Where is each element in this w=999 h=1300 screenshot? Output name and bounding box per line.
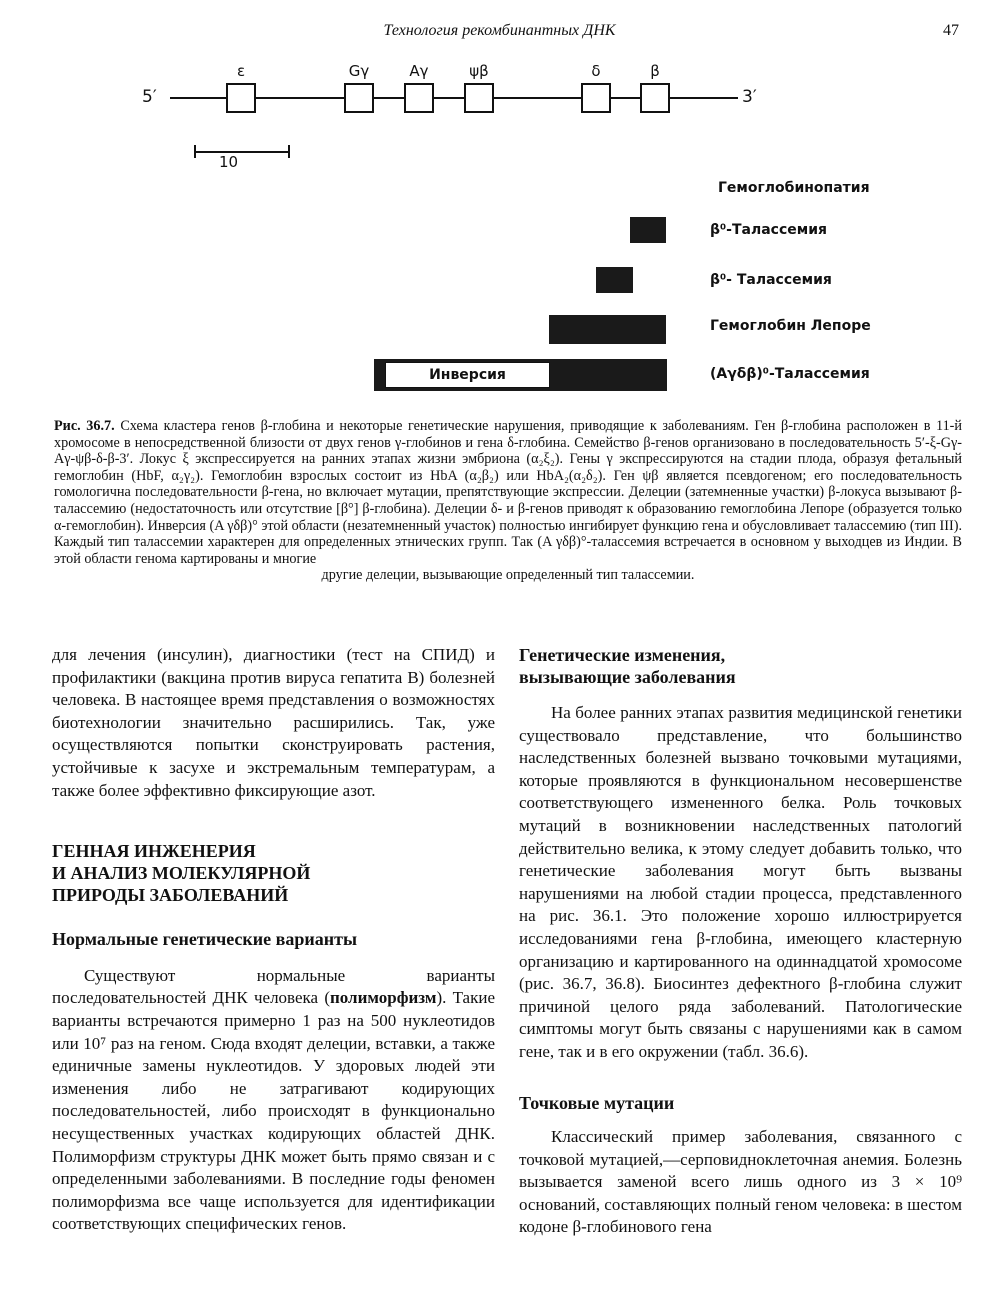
gene-box-delta: [581, 83, 611, 113]
three-prime-label: 3′: [742, 87, 757, 107]
gene-label-delta: δ: [591, 62, 601, 80]
scale-bar-tick-left: [194, 145, 196, 158]
point-mutations-heading: Точковые мутации: [519, 1092, 675, 1113]
p2-bold-term: полиморфизм: [329, 988, 437, 1008]
gene-label-beta: β: [650, 62, 660, 80]
deletion-label-2: β⁰- Талассемия: [710, 272, 832, 288]
gene-box-epsilon: [226, 83, 256, 113]
right-heading: [519, 644, 962, 688]
left-column: [52, 644, 495, 1236]
scale-bar-tick-right: [288, 145, 290, 158]
gene-label-g-gamma: Gγ: [348, 62, 370, 80]
caption-body: Схема кластера генов β-глобина и некоторые генетические нарушения, приводящие к заболеваниям. Ген β-глобина расположен в 11-й хромосоме в непосредственной близости от двух генов γ-глобинов и гена δ-глобина. Семейство β-генов организовано в последовательность 5′-ξ-Gγ-Aγ-ψβ-δ-β-3′. Локус ξ экспрессируется на ранних этапах жизни эмбриона (α₂ξ₂). Гены γ экспрессируются на стадии плода, образуя фетальный гемоглобин (HbF, α₂γ₂). Гемоглобин взрослых состоит из HbA (α₂β₂) или HbA₂(α₂δ₂). Ген ψβ является псевдогеном; его последовательность гомологична последовательности β-гена, но включает мутации, препятствующие экспрессии. Делеции (затемненные участки) β-локуса вызывают β-талассемию (недостаточность или отсутствие [β°] β-глобина). Делеции δ- и β-генов приводят к образованию гемоглобина Лепоре (образуется только α-гемоглобин). Инверсия (A γδβ)° этой области (незатемненный участок) полностью ингибирует функцию гена и обусловливает талассемию (тип III). Каждый тип талассемии характерен для определенных этнических групп. Так (A γδβ)°-талассемия встречается в основном у выходцев из Индии. В этой области генома картированы и многие: [54, 418, 962, 567]
deletion-bar-1: [630, 217, 666, 243]
gene-label-epsilon: ε: [236, 62, 246, 80]
deletion-label-1: β⁰-Талассемия: [710, 222, 827, 238]
hemoglobinopathy-header: Гемоглобинопатия: [718, 180, 870, 196]
right-column: [519, 644, 962, 1239]
gene-box-psi-beta: [464, 83, 494, 113]
running-header: Технология рекомбинантных ДНК: [383, 22, 616, 39]
section-heading-line-1: ГЕННАЯ ИНЖЕНЕРИЯ: [52, 841, 256, 862]
gene-label-psi-beta: ψβ: [469, 62, 489, 80]
caption-last-line: другие делеции, вызывающие определенный тип талассемии.: [321, 567, 695, 584]
left-paragraph-2: [52, 965, 495, 1236]
gene-label-a-gamma: Aγ: [409, 62, 429, 80]
section-heading: [52, 840, 495, 906]
p2-text-b: ). Такие варианты встречаются примерно 1 раз на 500 нуклеотидов или 10⁷ раз на геном. Сюда входят делеции, вставки, а также единичные замены нуклеотидов. У здоровых людей эти изменения либо не затрагивают кодирующих последовательностей, либо происходят в функционально несущественных участках кодирующих областей ДНК. Полиморфизм структуры ДНК может быть прямо связан и с определенными заболеваниями. В последние годы феномен полиморфизма все чаще используется для идентификации соответствующих специфических генов.: [52, 988, 495, 1234]
deletion-label-4: (Aγδβ)⁰-Талассемия: [710, 366, 870, 382]
page-number: 47: [943, 22, 959, 39]
section-heading-line-2: И АНАЛИЗ МОЛЕКУЛЯРНОЙ: [52, 863, 311, 884]
deletion-label-3: Гемоглобин Лепоре: [710, 318, 871, 334]
gene-box-a-gamma: [404, 83, 434, 113]
gene-box-g-gamma: [344, 83, 374, 113]
caption-lead: Рис. 36.7.: [54, 418, 115, 434]
p2-text-a: Существуют нормальные варианты последовательностей ДНК человека (: [52, 965, 495, 1008]
figure-caption: [54, 418, 962, 584]
subsection-heading: Нормальные генетические варианты: [52, 929, 358, 950]
right-paragraph-1: На более ранних этапах развития медицинской генетики существовало представление, что большинство наследственных болезней вызвано точковыми мутациями, которые проявляются в функциональном несовершенстве соответствующего измененного белка. Роль точковых мутаций в возникновении наследственных патологий действительно велика, к этому следует добавить только, что генетические заболевания могут быть вызваны нарушениями на любой стадии процесса, представленного на рис. 36.1. Это положение хорошо иллюстрируется исследованиями гена β-глобина, имеющего кластерную организацию и картированного на одиннадцатой хромосоме (рис. 36.7, 36.8). Биосинтез дефектного β-глобина служит причиной целого ряда заболеваний. Патологические симптомы могут быть связаны с нарушениями как в самом гене, так и в его окружении (табл. 36.6).: [519, 703, 962, 1061]
right-heading-line-1: Генетические изменения,: [519, 645, 726, 665]
scale-label: 10: [219, 153, 239, 171]
left-paragraph-1: для лечения (инсулин), диагностики (тест на СПИД) и профилактики (вакцина против вируса гепатита В) болезней человека. В настоящее время представления о возможностях биотехнологии значительно расширились. Так, уже осуществляются попытки сконструировать растения, устойчивые к засухе и экстремальным температурам, а также более эффективно фиксирующие азот.: [52, 645, 495, 800]
section-heading-line-3: ПРИРОДЫ ЗАБОЛЕВАНИЙ: [52, 885, 289, 906]
deletion-bar-2: [596, 267, 633, 293]
gene-box-beta: [640, 83, 670, 113]
deletion-bar-3: [549, 315, 666, 344]
scale-bar: [194, 151, 290, 153]
inversion-region: Инверсия: [385, 362, 550, 388]
right-heading-line-2: вызывающие заболевания: [519, 667, 736, 687]
right-paragraph-2: Классический пример заболевания, связанного с точковой мутацией,—серповидноклеточная анемия. Болезнь вызывается заменой всего лишь одного из 3 × 10⁹ оснований, составляющих полный геном человека: в шестом кодоне β-глобинового гена: [519, 1127, 962, 1237]
five-prime-label: 5′: [142, 87, 157, 107]
